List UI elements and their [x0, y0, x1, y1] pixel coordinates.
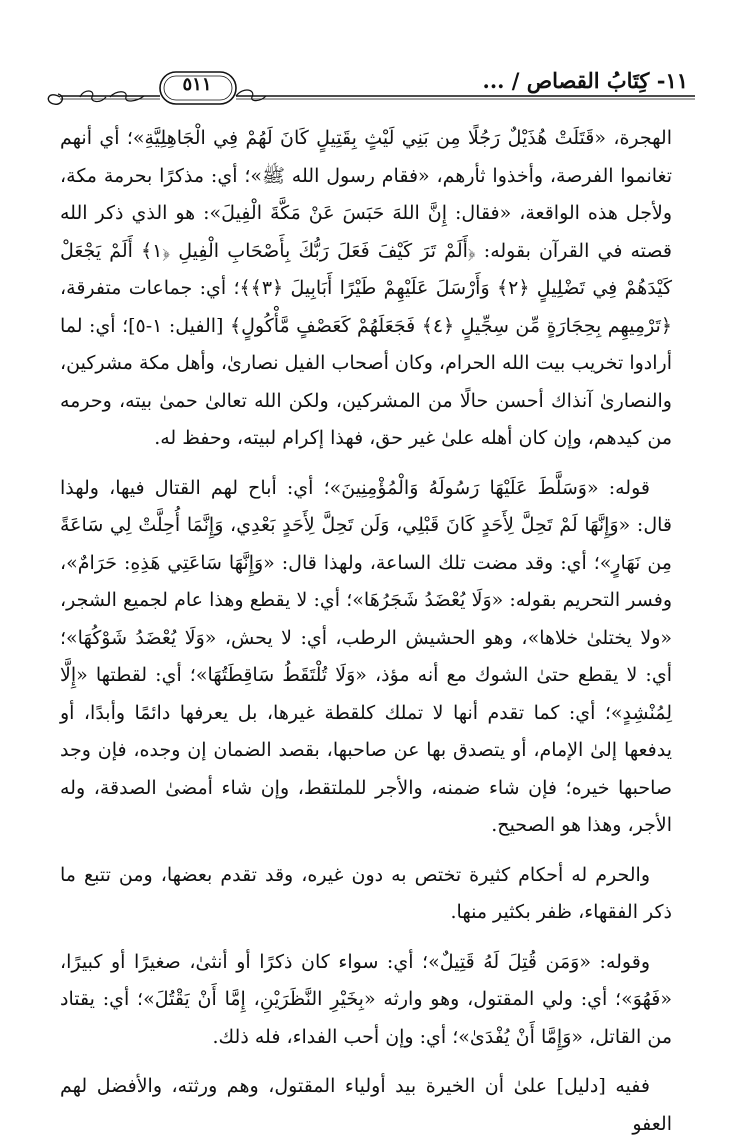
page-number: ٥١١ — [182, 74, 212, 95]
page-header — [40, 60, 700, 120]
chapter-title: ١١- كِتَابُ القصاص / ... — [482, 68, 688, 93]
page-body — [60, 120, 672, 1143]
paragraph: وقوله: «وَمَن قُتِلَ لَهُ قَتِيلٌ»؛ أي: سواء كان ذكرًا أو أنثىٰ، صغيرًا أو كبيرًا، «فَهُوَ»؛ أي: ولي المقتول، وهو وارثه «بِخَيْرِ النَّظَرَيْنِ، إِمَّا أَنْ يَقْتُلَ»؛ أي: يقتاد من القاتل، «وَإِمَّا أَنْ يُفْدَىٰ»؛ أي: وإن أحب الفداء، فله ذلك. — [60, 950, 672, 1048]
paragraph: الهجرة، «قَتَلَتْ هُذَيْلٌ رَجُلًا مِن بَنِي لَيْثٍ بِقَتِيلٍ كَانَ لَهُمْ فِي الْجَاهِلِيَّةِ»؛ أي أنهم تغانموا الفرصة، وأخذوا ثأرهم، «فقام رسول الله ﷺ»؛ أي: مذكرًا بحرمة مكة، ولأجل هذه الواقعة، «فقال: إِنَّ اللهَ حَبَسَ عَنْ مَكَّةَ الْفِيلَ»: هو الذي ذكر الله قصته في القرآن بقوله: ﴿أَلَمْ تَرَ كَيْفَ فَعَلَ رَبُّكَ بِأَصْحَابِ الْفِيلِ ﴿١﴾ أَلَمْ يَجْعَلْ كَيْدَهُمْ فِي تَضْلِيلٍ ﴿٢﴾ وَأَرْسَلَ عَلَيْهِمْ طَيْرًا أَبَابِيلَ ﴿٣﴾﴾؛ أي: جماعات متفرقة، ﴿تَرْمِيهِم بِحِجَارَةٍ مِّن سِجِّيلٍ ﴿٤﴾ فَجَعَلَهُمْ كَعَصْفٍ مَّأْكُولٍ﴾ [الفيل: ١-٥]؛ أي: لما أرادوا تخريب بيت الله الحرام، وكان أصحاب الفيل نصارىٰ، وأهل مكة مشركين، والنصارىٰ آنذاك أحسن حالًا من المشركين، ولكن الله تعالىٰ حمىٰ بيته، وحرمه من كيدهم، وإن كان أهله علىٰ غير حق، فهذا إكرام لبيته، وحفظ له. — [60, 127, 672, 449]
paragraph: ففيه [دليل] علىٰ أن الخيرة بيد أولياء المقتول، وهم ورثته، والأفضل لهم العفو — [60, 1075, 672, 1135]
paragraph: قوله: «وَسَلَّطَ عَلَيْهَا رَسُولَهُ وَالْمُؤْمِنِينَ»؛ أي: أباح لهم القتال فيها، ولهذا قال: «وَإِنَّهَا لَمْ تَحِلَّ لِأَحَدٍ كَانَ قَبْلِي، وَلَن تَحِلَّ لِأَحَدٍ بَعْدِي، وَإِنَّمَا أُحِلَّتْ لِي سَاعَةً مِن نَهَارٍ»؛ أي: وقد مضت تلك الساعة، ولهذا قال: «وَإِنَّهَا سَاعَتِي هَذِهِ: حَرَامٌ»، وفسر التحريم بقوله: «وَلَا يُعْضَدُ شَجَرُهَا»؛ أي: لا يقطع وهذا عام لجميع الشجر، «ولا يختلىٰ خلاها»، وهو الحشيش الرطب، أي: لا يحش، «وَلَا يُعْضَدُ شَوْكُهَا»؛ أي: لا يقطع حتىٰ الشوك مع أنه مؤذ، «وَلَا تُلْتَقَطُ سَاقِطَتُهَا»؛ أي: لقطتها «إِلَّا لِمُنْشِدٍ»؛ أي: كما تقدم أنها لا تملك كلقطة غيرها، بل يعرفها دائمًا وأبدًا، أو يدفعها إلىٰ الإمام، أو يتصدق بها عن صاحبها، بقصد الضمان إن وجده، فإن وجد صاحبها خيره؛ فإن شاء ضمنه، والأجر للملتقط، وإن شاء أمضىٰ الصدقة، وله الأجر، وهذا هو الصحيح. — [60, 476, 672, 836]
page-number-box — [158, 68, 236, 102]
paragraph: والحرم له أحكام كثيرة تختص به دون غيره، وقد تقدم بعضها، ومن تتبع ما ذكر الفقهاء، ظفر بكثير منها. — [60, 863, 672, 923]
